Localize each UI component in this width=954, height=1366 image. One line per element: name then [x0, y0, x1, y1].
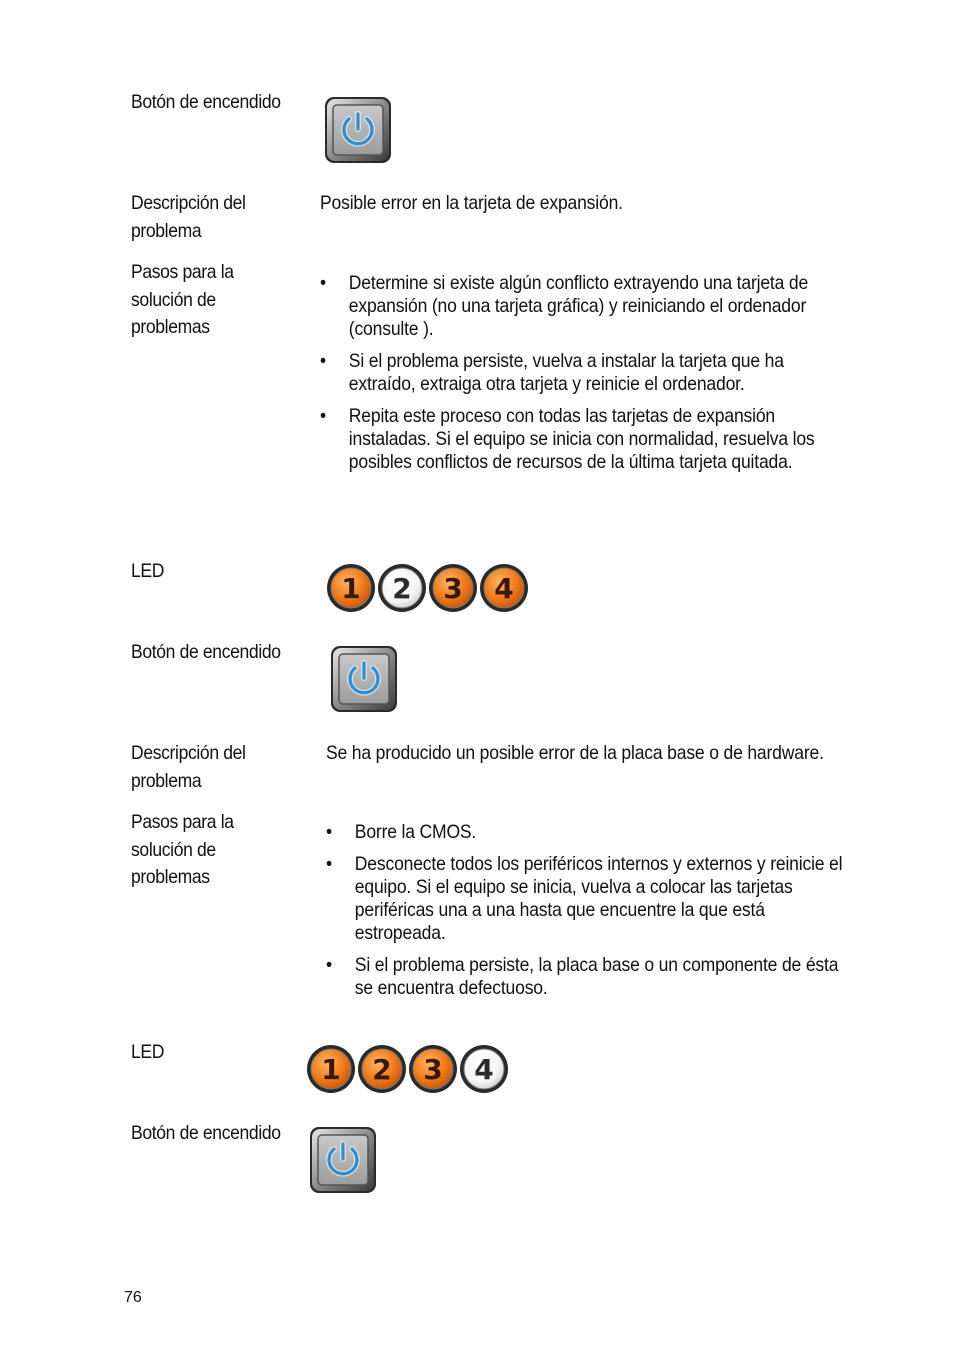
step-item	[326, 853, 853, 944]
power-button-icon	[323, 95, 393, 165]
power-button-label: Botón de encendido	[131, 1122, 281, 1144]
steps-label: Pasos para la solución de problemas	[131, 261, 234, 338]
troubleshooting-steps	[320, 272, 910, 483]
led-indicators	[305, 1042, 517, 1096]
step-text: Si el problema persiste, la placa base o un componente de ésta se encuentra defectuoso.	[354, 953, 839, 999]
bullet-icon: •	[320, 349, 326, 372]
led-label: LED	[131, 560, 165, 582]
description-label: Descripción del problema	[131, 742, 246, 792]
step-text: Si el problema persiste, vuelva a instalar la tarjeta que ha extraído, extraiga otra tarjeta y reinicie el ordenador.	[348, 349, 784, 395]
description-label: Descripción del problema	[131, 192, 246, 242]
led-number: 1	[341, 572, 361, 605]
power-button-icon	[308, 1125, 378, 1195]
led-1-on	[327, 564, 375, 612]
troubleshooting-steps	[326, 821, 911, 1009]
power-button-label: Botón de encendido	[131, 641, 281, 663]
led-number: 1	[321, 1053, 341, 1086]
led-2-off	[378, 564, 426, 612]
led-number: 2	[392, 572, 412, 605]
bullet-icon: •	[326, 953, 332, 976]
step-text: Repita este proceso con todas las tarjetas de expansión instaladas. Si el equipo se inicia con normalidad, resuelva los posibles conflictos de recursos de la última tarjeta quitada.	[348, 404, 815, 473]
bullet-icon: •	[320, 404, 326, 427]
led-1-on	[307, 1045, 355, 1093]
step-item	[326, 821, 853, 844]
led-4-off	[460, 1045, 508, 1093]
led-number: 3	[443, 572, 463, 605]
step-item	[326, 954, 853, 1000]
bullet-icon: •	[320, 272, 326, 294]
problem-description: Se ha producido un posible error de la placa base o de hardware.	[326, 742, 824, 764]
led-3-on	[429, 564, 477, 612]
led-row-graphic	[325, 561, 537, 615]
led-number: 2	[372, 1053, 392, 1086]
step-item	[320, 350, 851, 396]
step-text: Borre la CMOS.	[354, 821, 477, 843]
led-label: LED	[131, 1041, 165, 1063]
bullet-icon: •	[326, 821, 332, 843]
power-button-label: Botón de encendido	[131, 91, 281, 113]
steps-label: Pasos para la solución de problemas	[131, 811, 234, 888]
page-number: 76	[124, 1289, 142, 1306]
step-item	[320, 405, 851, 473]
power-button-icon	[329, 644, 399, 714]
led-number: 4	[474, 1053, 494, 1086]
led-4-on	[480, 564, 528, 612]
step-text: Desconecte todos los periféricos internos y externos y reinicie el equipo. Si el equipo se inicia, vuelva a colocar las tarjetas periféricas una a una hasta que encuentre la que está estropeada.	[354, 853, 843, 944]
led-number: 4	[494, 572, 514, 605]
led-2-on	[358, 1045, 406, 1093]
led-indicators	[325, 561, 537, 615]
bullet-icon: •	[326, 853, 332, 876]
led-3-on	[409, 1045, 457, 1093]
led-row-graphic	[305, 1042, 517, 1096]
led-number: 3	[423, 1053, 443, 1086]
problem-description: Posible error en la tarjeta de expansión.	[320, 192, 623, 214]
step-text: Determine si existe algún conflicto extrayendo una tarjeta de expansión (no una tarjeta gráfica) y reiniciando el ordenador (consulte ).	[348, 272, 809, 340]
step-item	[320, 272, 851, 340]
